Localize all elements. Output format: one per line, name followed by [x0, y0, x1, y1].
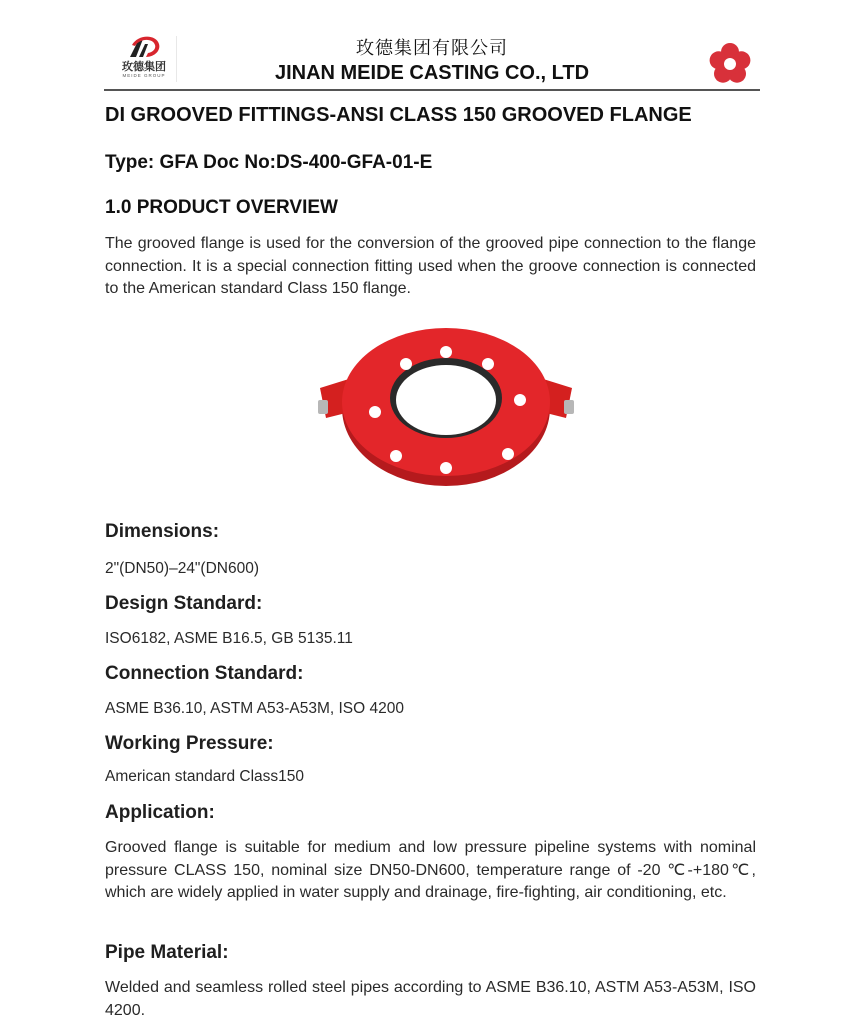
logo-english-text: MEIDE GROUP: [122, 73, 166, 78]
section-heading-product-overview: 1.0 PRODUCT OVERVIEW: [105, 197, 338, 218]
application-paragraph: Grooved flange is suitable for medium and low pressure pipeline systems with nominal pressure CLASS 150, nominal size DN50-DN600, temperature range of -20 ℃-+180℃, which are widely applied in water supply and drainage, fire-fighting, air conditioning, etc.: [105, 839, 756, 901]
spec-label-pipe-material: Pipe Material:: [105, 942, 229, 963]
spec-value-working-pressure: American standard Class150: [105, 768, 305, 785]
header-divider: [104, 89, 760, 91]
spec-label-dimensions: Dimensions:: [105, 521, 220, 542]
spec-label-working-pressure: Working Pressure:: [105, 733, 274, 754]
document-type-line: Type: GFA Doc No:DS-400-GFA-01-E: [105, 152, 433, 173]
company-name-chinese: 玫德集团有限公司: [356, 38, 508, 59]
spec-label-connection-standard: Connection Standard:: [105, 663, 304, 684]
flower-logo-icon: [708, 42, 752, 86]
pipe-material-paragraph: Welded and seamless rolled steel pipes according to ASME B36.10, ASTM A53-A53M, ISO 4200.: [105, 979, 756, 1019]
grooved-flange-image: [312, 318, 580, 493]
overview-paragraph: The grooved flange is used for the conversion of the grooved pipe connection to the flange connection. It is a special connection fitting used when the groove connection is connected to the American standard Class 150 flange.: [105, 235, 756, 297]
page-header: [104, 28, 760, 90]
document-title: DI GROOVED FITTINGS-ANSI CLASS 150 GROOVED FLANGE: [105, 104, 692, 126]
spec-value-dimensions: 2"(DN50)–24"(DN600): [105, 560, 260, 577]
logo-chinese-text: 玫德集团: [122, 61, 166, 73]
spec-value-connection-standard: ASME B36.10, ASTM A53-A53M, ISO 4200: [105, 700, 404, 717]
spec-label-application: Application:: [105, 802, 215, 823]
spec-value-design-standard: ISO6182, ASME B16.5, GB 5135.11: [105, 630, 353, 647]
spec-label-design-standard: Design Standard:: [105, 593, 263, 614]
company-name-english: JINAN MEIDE CASTING CO., LTD: [274, 62, 590, 84]
